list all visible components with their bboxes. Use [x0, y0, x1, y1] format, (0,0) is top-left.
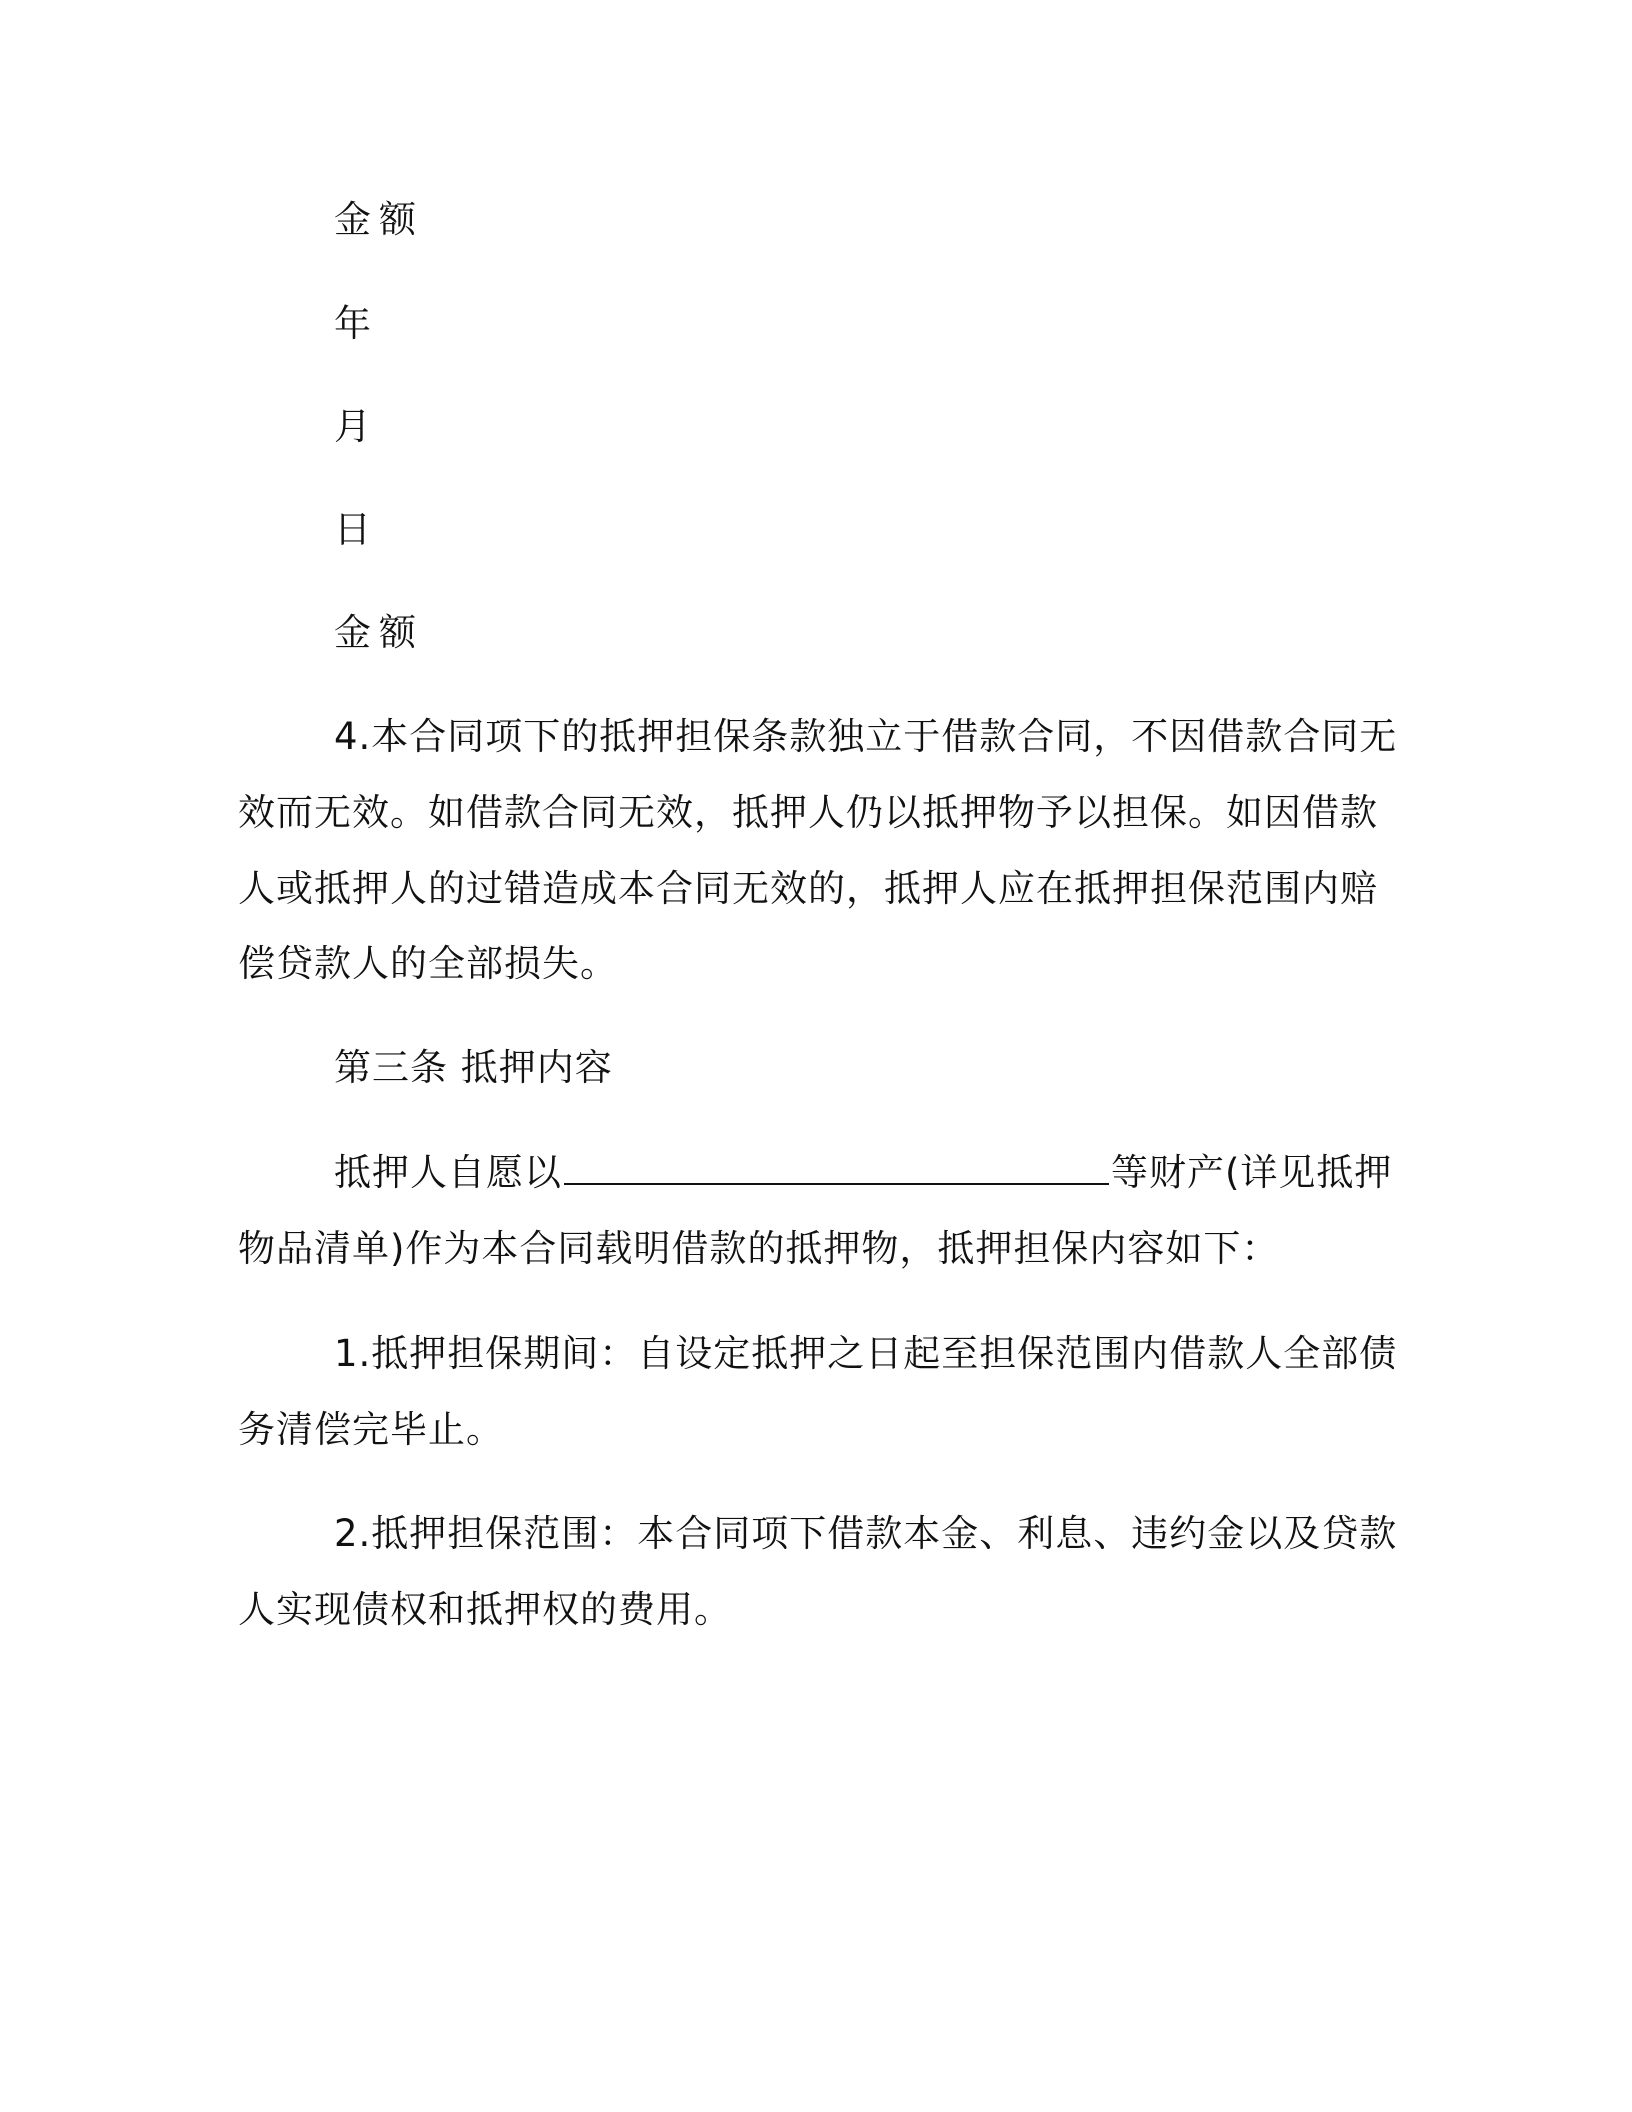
- article3-intro-line-1: [334, 1149, 1392, 1197]
- field-amount-label-2: 金额: [334, 611, 424, 654]
- article3-intro-suffix: 等财产(详见抵押: [1111, 1151, 1393, 1194]
- property-blank-field: [564, 1179, 1109, 1185]
- article3-intro-prefix: 抵押人自愿以: [334, 1151, 562, 1194]
- field-month-label: 月: [334, 405, 379, 448]
- field-amount-label: 金额: [334, 198, 424, 241]
- item2-line-1: 2.抵押担保范围：本合同项下借款本金、利息、违约金以及贷款: [334, 1512, 1398, 1555]
- item1-line-2: 务清偿完毕止。: [238, 1408, 504, 1451]
- clause4-line-2: 效而无效。如借款合同无效，抵押人仍以抵押物予以担保。如因借款: [238, 791, 1378, 834]
- clause4-line-4: 偿贷款人的全部损失。: [238, 942, 618, 985]
- field-day-label: 日: [334, 508, 379, 551]
- clause4-line-3: 人或抵押人的过错造成本合同无效的，抵押人应在抵押担保范围内赔: [238, 867, 1378, 910]
- clause4-line-1: 4.本合同项下的抵押担保条款独立于借款合同，不因借款合同无: [334, 715, 1398, 758]
- article3-intro-line-2: 物品清单)作为本合同载明借款的抵押物，抵押担保内容如下：: [238, 1227, 1280, 1270]
- item2-line-2: 人实现债权和抵押权的费用。: [238, 1588, 732, 1631]
- field-year-label: 年: [334, 302, 379, 345]
- item1-line-1: 1.抵押担保期间：自设定抵押之日起至担保范围内借款人全部债: [334, 1332, 1398, 1375]
- article3-title: 第三条 抵押内容: [334, 1046, 613, 1089]
